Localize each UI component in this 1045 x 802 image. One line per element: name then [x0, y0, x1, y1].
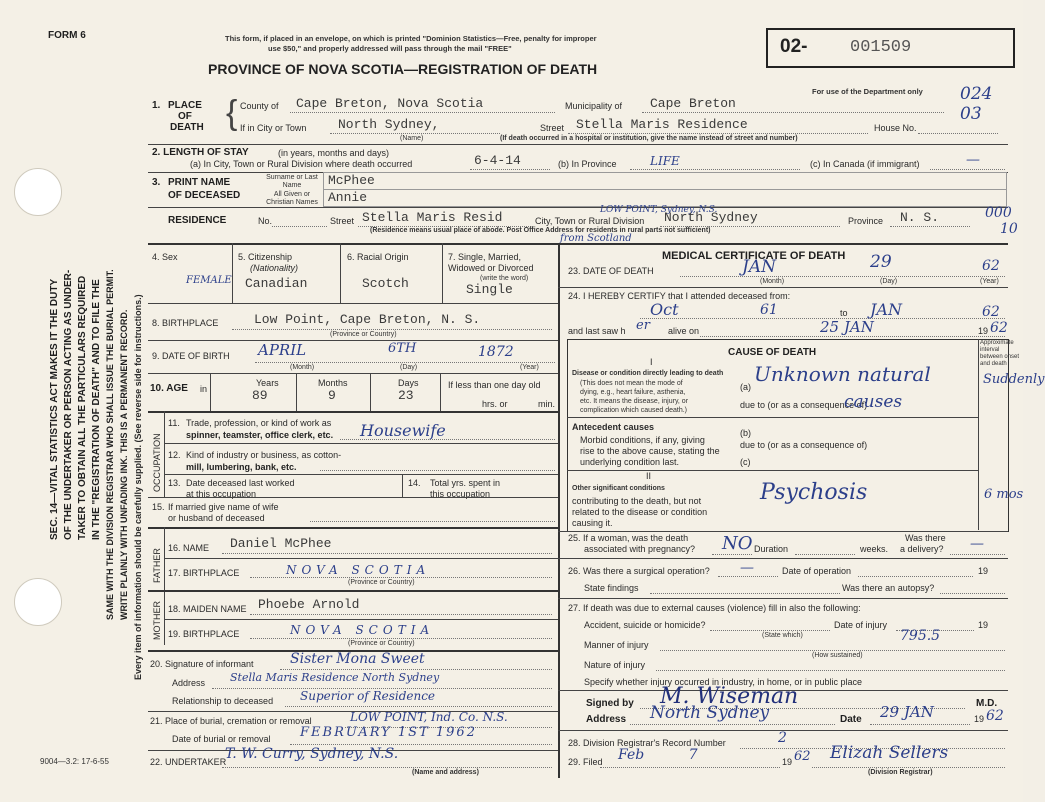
- age-label: 10. AGE: [150, 383, 188, 394]
- hrs-label: hrs. or: [482, 399, 508, 409]
- disease-text-3: dying, e.g., heart failure, asthenia,: [580, 389, 686, 396]
- roman-2: II: [646, 471, 652, 481]
- father-birthplace-value: NOVA SCOTIA: [286, 563, 431, 577]
- mother-birthplace-caption: (Province or Country): [348, 640, 415, 647]
- md-label: M.D.: [976, 698, 998, 709]
- years-value: 89: [252, 388, 268, 403]
- months-label: Months: [318, 378, 348, 388]
- disease-text-1: Disease or condition directly leading to death: [572, 370, 724, 377]
- attended-to-label: to: [840, 308, 848, 318]
- place-label: PLACE: [168, 100, 202, 111]
- stay-a-value: 6-4-14: [474, 153, 521, 168]
- cause-a-value: Unknown natural: [754, 362, 931, 386]
- o12-text1: Kind of industry or business, as cotton-: [186, 450, 342, 460]
- delivery-value: —: [970, 536, 984, 552]
- days-label: Days: [398, 378, 419, 388]
- citizenship-label: 5. Citizenship: [238, 252, 293, 262]
- relationship-value: Superior of Residence: [300, 689, 436, 703]
- state-which-caption: (State which): [762, 632, 803, 639]
- sex-label: 4. Sex: [152, 252, 178, 262]
- other-text-2: related to the disease or condition: [572, 507, 708, 517]
- attended-to: JAN: [870, 300, 902, 319]
- date-value: 29 JAN: [880, 703, 934, 721]
- racial-label: 6. Racial Origin: [347, 252, 409, 262]
- mother-birthplace-value: NOVA SCOTIA: [290, 623, 435, 637]
- stay-a-label: (a) In City, Town or Rural Division where death occurred: [190, 159, 413, 169]
- attended-from-day: 61: [760, 302, 778, 318]
- death-day-caption: (Day): [880, 278, 898, 285]
- other-text-1: contributing to the death, but not: [572, 496, 702, 506]
- occupation-section: OCCUPATION: [152, 433, 162, 492]
- residence-city-label: City, Town or Rural Division: [535, 216, 645, 226]
- father-name-label: 16. NAME: [168, 543, 210, 553]
- address-value: North Sydney: [650, 703, 770, 723]
- death-date-day: 29: [870, 252, 892, 272]
- o11-value: Housewife: [360, 421, 446, 440]
- medical-header: MEDICAL CERTIFICATE OF DEATH: [662, 250, 846, 262]
- department-code-2: 03: [960, 104, 982, 124]
- institution-caption: (If death occurred in a hospital or institution, give the name instead of street and number): [500, 135, 798, 142]
- certify-label: 24. I HEREBY CERTIFY that I attended deceased from:: [568, 291, 791, 301]
- punch-hole-bottom: [14, 578, 62, 626]
- registrar-caption: (Division Registrar): [868, 769, 933, 776]
- informant-address-label: Address: [172, 678, 206, 688]
- stay-label: 2. LENGTH OF STAY: [152, 147, 249, 158]
- other-cause-value: Psychosis: [760, 480, 868, 505]
- form-number: FORM 6: [48, 30, 86, 41]
- o11-label: 11.: [168, 418, 180, 428]
- informant-sig-value: Sister Mona Sweet: [290, 651, 425, 667]
- o15-text1: If married give name of wife: [168, 502, 279, 512]
- dob-label: 9. DATE OF BIRTH: [152, 351, 230, 361]
- residence-label: RESIDENCE: [168, 215, 227, 226]
- o14-text2: this occupation: [430, 489, 491, 499]
- dob-year-caption: (Year): [520, 364, 539, 371]
- burial-date-value: FEBRUARY 1ST 1962: [300, 725, 477, 740]
- birthplace-caption: (Province or Country): [330, 331, 397, 338]
- roman-1: I: [650, 357, 653, 367]
- alive-on-label: alive on: [668, 326, 700, 336]
- form-code: 9004—3.2: 17-6-55: [40, 757, 109, 766]
- birthplace-label: 8. BIRTHPLACE: [152, 318, 219, 328]
- date-injury-value: 795.5: [900, 628, 941, 644]
- marital-label: 7. Single, Married, Widowed or Divorced: [448, 252, 534, 273]
- cause-b-mark: (b): [740, 428, 751, 438]
- date-injury-label: Date of injury: [834, 620, 888, 630]
- side-notice-3: TAKER TO OBTAIN ALL THE PARTICULARS REQUIRED: [77, 275, 88, 540]
- other-label: Other significant conditions: [572, 485, 665, 492]
- cause-a-mark: (a): [740, 382, 751, 392]
- alive-year: 62: [990, 320, 1008, 336]
- o14-label: 14.: [408, 478, 421, 488]
- o15-text2: or husband of deceased: [168, 513, 265, 523]
- stay-b-label: (b) In Province: [558, 159, 617, 169]
- attended-to-year: 62: [982, 304, 1000, 320]
- given-label: All Given or Christian Names: [266, 191, 318, 206]
- cause-c-mark: (c): [740, 457, 751, 467]
- date-yr-prefix: 19: [974, 714, 985, 724]
- place-label-no: 1.: [152, 100, 161, 111]
- o12-text2: mill, lumbering, bank, etc.: [186, 462, 297, 472]
- q26-value: —: [740, 560, 754, 576]
- undertaker-caption: (Name and address): [412, 769, 479, 776]
- interval-a-value: Suddenly: [983, 372, 1045, 387]
- father-birthplace-caption: (Province or Country): [348, 579, 415, 586]
- county-label: County of: [240, 101, 279, 111]
- death-month-caption: (Month): [760, 278, 785, 285]
- burial-date-label: Date of burial or removal: [172, 734, 271, 744]
- city-name-caption: (Name): [400, 135, 424, 142]
- q29-label: 29. Filed: [568, 757, 603, 767]
- last-seen-label: and last saw h: [568, 326, 626, 336]
- residence-street-value: Stella Maris Resid: [362, 210, 503, 225]
- last-seen-h: er: [636, 318, 650, 333]
- o15-label: 15.: [152, 502, 165, 512]
- address-label: Address: [586, 714, 627, 725]
- informant-sig-label: 20. Signature of informant: [150, 659, 254, 669]
- place-label-death: DEATH: [170, 122, 204, 133]
- due-to-b: due to (or as a consequence of): [740, 440, 868, 450]
- duration-label: Duration: [754, 544, 789, 554]
- disease-text-5: complication which caused death.): [580, 407, 688, 414]
- date-label: Date: [840, 714, 862, 725]
- antecedent-label: Antecedent causes: [572, 422, 655, 432]
- residence-code-2: 10: [1000, 221, 1018, 237]
- mail-notice-2: use $50," and properly addressed will pass through the mail "FREE": [268, 44, 512, 53]
- ante-text-1: Morbid conditions, if any, giving: [580, 435, 705, 445]
- birthplace-value: Low Point, Cape Breton, N. S.: [254, 312, 481, 327]
- racial-value: Scotch: [362, 276, 409, 291]
- o11-text2: spinner, teamster, office clerk, etc.: [186, 430, 334, 440]
- months-value: 9: [328, 388, 336, 403]
- q26-label: 26. Was there a surgical operation?: [568, 566, 710, 576]
- o13-label: 13.: [168, 478, 181, 488]
- registrar-signature: Elizah Sellers: [830, 743, 949, 763]
- surname-value: McPhee: [328, 173, 375, 188]
- father-birthplace-label: 17. BIRTHPLACE: [168, 568, 240, 578]
- lt-day-label: If less than one day old: [448, 380, 541, 390]
- stay-note: (in years, months and days): [278, 148, 390, 158]
- date-year-value: 62: [986, 708, 1004, 724]
- side-notice-7: Every item of information should be carefully supplied. (See reverse side for instructions.): [133, 294, 143, 680]
- side-notice-5: SAME WITH THE DIVISION REGISTRAR WHO SHALL ISSUE THE BURIAL PERMIT.: [105, 269, 115, 620]
- disease-text-2: (This does not mean the mode of: [580, 380, 683, 387]
- undertaker-value: T. W. Curry, Sydney, N.S.: [225, 746, 399, 762]
- due-to-a: due to (or as a consequence of): [740, 400, 868, 410]
- department-code-1: 024: [960, 84, 993, 104]
- ante-text-2: rise to the above cause, stating the: [580, 446, 720, 456]
- specify-label: Specify whether injury occurred in industry, in home, or in public place: [584, 677, 862, 687]
- form-title: PROVINCE OF NOVA SCOTIA—REGISTRATION OF DEATH: [208, 61, 598, 77]
- mother-section: MOTHER: [152, 601, 162, 640]
- stay-c-value: —: [966, 152, 980, 168]
- surname-label: Surname or Last Name: [266, 174, 318, 189]
- mother-birthplace-label: 19. BIRTHPLACE: [168, 629, 240, 639]
- disease-text-4: etc. It means the disease, injury, or: [580, 398, 689, 405]
- side-notice-4: IN THE "REGISTRATION OF DEATH" AND TO FILE THE: [91, 279, 102, 540]
- q25-value: NO: [722, 533, 753, 554]
- q28-label: 28. Division Registrar's Record Number: [568, 738, 726, 748]
- municipality-label: Municipality of: [565, 101, 623, 111]
- father-name-value: Daniel McPhee: [230, 536, 332, 551]
- registration-number: 001509: [850, 38, 912, 57]
- days-value: 23: [398, 388, 414, 403]
- o13-text1: Date deceased last worked: [186, 478, 295, 488]
- interval-header: Approximate interval between onset and death: [980, 340, 1020, 367]
- q25-label-2: associated with pregnancy?: [584, 544, 696, 554]
- q29-year: 62: [794, 749, 811, 764]
- residence-province-value: N. S.: [900, 210, 940, 225]
- burial-label: 21. Place of burial, cremation or removal: [150, 716, 312, 726]
- signed-by-label: Signed by: [586, 698, 634, 709]
- stay-c-label: (c) In Canada (if immigrant): [810, 159, 920, 169]
- op-date-yr: 19: [978, 566, 989, 576]
- q27-label: 27. If death was due to external causes (violence) fill in also the following:: [568, 603, 861, 613]
- father-section: FATHER: [152, 548, 162, 583]
- q29-value: Feb 7: [618, 747, 698, 763]
- residence-caption: (Residence means usual place of abode. Post Office Address for residents in rural parts not sufficient): [370, 227, 711, 234]
- dob-month-caption: (Month): [290, 364, 315, 371]
- weeks-label: weeks.: [860, 544, 889, 554]
- sex-value: FEMALE: [186, 275, 232, 286]
- place-label-of: OF: [178, 111, 192, 122]
- death-date-year: 62: [982, 258, 1000, 274]
- delivery-label: Was there: [905, 533, 946, 543]
- mother-name-value: Phoebe Arnold: [258, 597, 360, 612]
- death-date-label: 23. DATE OF DEATH: [568, 266, 654, 276]
- residence-code-1: 000: [985, 205, 1012, 221]
- nature-label: Nature of injury: [584, 660, 646, 670]
- accident-label: Accident, suicide or homicide?: [584, 620, 706, 630]
- registration-prefix: 02-: [780, 36, 808, 57]
- stay-b-value: LIFE: [650, 154, 680, 168]
- dob-year: 1872: [478, 344, 514, 360]
- years-label: Years: [256, 378, 279, 388]
- write-word-note: (write the word): [480, 275, 529, 282]
- given-value: Annie: [328, 190, 368, 205]
- date-injury-yr: 19: [978, 620, 989, 630]
- city-label: If in City or Town: [240, 123, 307, 133]
- residence-annotation: LOW POINT, Sydney, N.S.: [600, 205, 718, 215]
- house-label: House No.: [874, 123, 917, 133]
- name-label-no: 3.: [152, 177, 161, 188]
- municipality-value: Cape Breton: [650, 96, 736, 111]
- cause-a2-value: causes: [844, 392, 903, 412]
- manner-label: Manner of injury: [584, 640, 649, 650]
- o11-text1: Trade, profession, or kind of work as: [186, 418, 332, 428]
- residence-annotation-2: from Scotland: [560, 233, 632, 244]
- residence-no-label: No.: [258, 216, 273, 226]
- attended-from: Oct: [650, 300, 679, 319]
- signed-by-value: M. Wiseman: [660, 684, 799, 709]
- side-notice-2: OF THE UNDERTAKER OR PERSON ACTING AS UNDER-: [63, 269, 74, 540]
- relationship-label: Relationship to deceased: [172, 696, 274, 706]
- citizenship-value: Canadian: [245, 276, 308, 291]
- burial-value: LOW POINT, Ind. Co. N.S.: [350, 710, 508, 724]
- name-label-2: OF DECEASED: [168, 190, 241, 201]
- residence-city-value: North Sydney: [664, 210, 758, 225]
- autopsy-label: Was there an autopsy?: [842, 583, 935, 593]
- delivery-label-2: a delivery?: [900, 544, 944, 554]
- punch-hole-top: [14, 168, 62, 216]
- how-sustained-caption: (How sustained): [812, 652, 863, 659]
- q29-yr-prefix: 19: [782, 757, 793, 767]
- dob-month: APRIL: [258, 341, 307, 359]
- o12-label: 12.: [168, 450, 181, 460]
- side-notice-6: WRITE PLAINLY WITH UNFADING INK. THIS IS A PERMANENT RECORD.: [119, 309, 129, 620]
- o14-text1: Total yrs. spent in: [430, 478, 501, 488]
- marital-value: Single: [466, 282, 513, 297]
- death-date-month: JAN: [742, 257, 776, 277]
- citizenship-sub: (Nationality): [250, 263, 299, 273]
- place-brace: {: [226, 94, 238, 132]
- op-date-label: Date of operation: [782, 566, 852, 576]
- dob-day-caption: (Day): [400, 364, 418, 371]
- alive-yr-prefix: 19: [978, 326, 989, 336]
- undertaker-label: 22. UNDERTAKER: [150, 757, 227, 767]
- o13-text2: at this occupation: [186, 489, 257, 499]
- residence-street-label: Street: [330, 216, 355, 226]
- department-use-label: For use of the Department only: [812, 87, 923, 96]
- city-value: North Sydney,: [338, 117, 440, 132]
- cause-header: CAUSE OF DEATH: [728, 347, 817, 358]
- age-in: in: [200, 384, 208, 394]
- q28-value: 2: [778, 730, 787, 746]
- county-value: Cape Breton, Nova Scotia: [296, 96, 484, 111]
- min-label: min.: [538, 399, 556, 409]
- mother-name-label: 18. MAIDEN NAME: [168, 604, 247, 614]
- residence-province-label: Province: [848, 216, 884, 226]
- state-findings-label: State findings: [584, 583, 639, 593]
- ante-text-3: underlying condition last.: [580, 457, 680, 467]
- death-year-caption: (Year): [980, 278, 999, 285]
- informant-address-value: Stella Maris Residence North Sydney: [230, 671, 440, 684]
- street-label: Street: [540, 123, 565, 133]
- alive-on-value: 25 JAN: [820, 318, 874, 336]
- q25-label: 25. If a woman, was the death: [568, 533, 689, 543]
- mail-notice-1: This form, if placed in an envelope, on which is printed "Dominion Statistics—Free, penalty for improper: [225, 34, 597, 43]
- name-label-1: PRINT NAME: [168, 177, 231, 188]
- other-text-3: causing it.: [572, 518, 613, 528]
- other-interval-value: 6 mos: [984, 487, 1024, 502]
- street-value: Stella Maris Residence: [576, 117, 748, 132]
- dob-day: 6TH: [388, 341, 417, 356]
- side-notice-1: SEC. 14—VITAL STATISTICS ACT MAKES IT THE DUTY: [49, 278, 60, 540]
